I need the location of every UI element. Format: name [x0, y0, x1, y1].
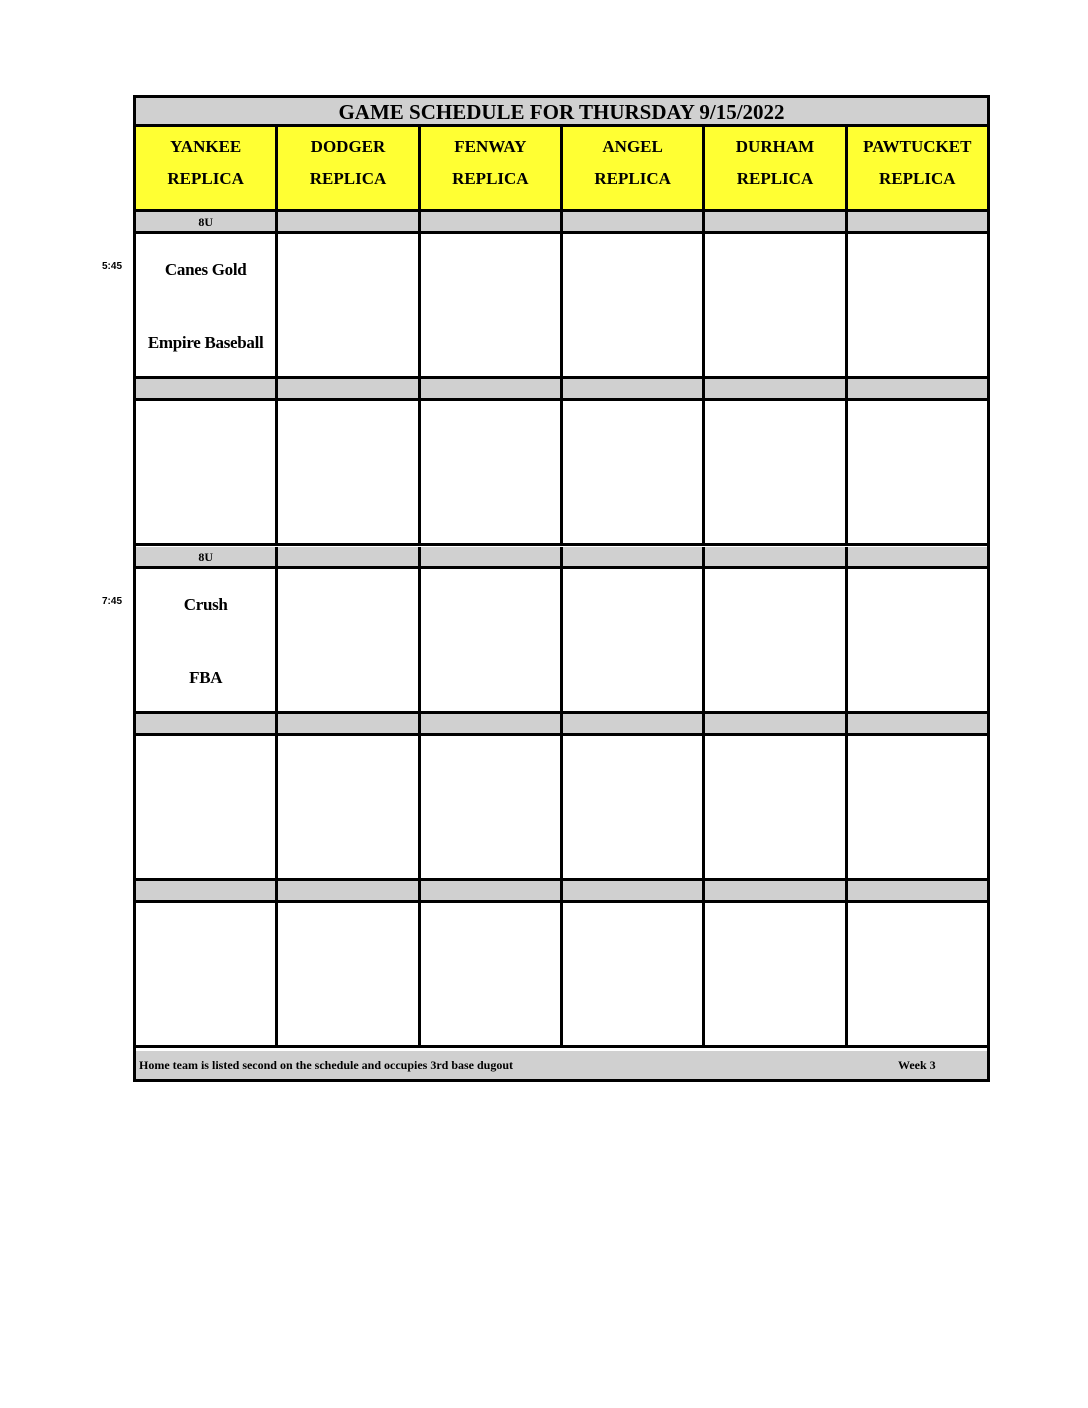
field-subtitle: REPLICA: [309, 169, 387, 188]
field-subtitle: REPLICA: [167, 169, 244, 188]
game-cell: [848, 736, 987, 878]
field-header-angel: [563, 127, 705, 209]
game-cell: [278, 903, 420, 1045]
away-team: Crush: [183, 594, 228, 614]
field-name: DURHAM: [735, 137, 815, 156]
field-header-pawtucket: [848, 127, 987, 209]
division-label: [563, 714, 705, 733]
game-cell: [848, 234, 987, 376]
game-slot-row: [136, 401, 987, 546]
game-cell: [563, 569, 705, 711]
division-label: [705, 547, 847, 566]
division-label: [705, 714, 847, 733]
game-cell: [848, 401, 987, 543]
game-cell: [278, 234, 420, 376]
game-cell: [278, 401, 420, 543]
schedule-footer: [136, 1051, 987, 1079]
away-team: Canes Gold: [164, 260, 247, 279]
division-label: [421, 379, 563, 398]
game-cell: [421, 736, 563, 878]
division-band-row: [136, 714, 987, 736]
division-label: [278, 212, 420, 231]
division-label: [136, 379, 278, 398]
field-name: DODGER: [310, 137, 386, 156]
division-label: [421, 714, 563, 733]
field-header-dodger: [278, 127, 420, 209]
game-cell: [705, 736, 847, 878]
field-subtitle: REPLICA: [736, 169, 814, 188]
game-cell: [421, 569, 563, 711]
game-cell: [705, 903, 847, 1045]
field-name: YANKEE: [170, 137, 242, 156]
game-cell: [848, 903, 987, 1045]
home-team: FBA: [189, 667, 223, 687]
week-label: Week 3: [898, 1058, 936, 1072]
division-label: [563, 881, 705, 900]
division-label: [848, 881, 987, 900]
home-team-note: Home team is listed second on the schedule and occupies 3rd base dugout: [139, 1058, 514, 1072]
game-slot-row: [136, 903, 987, 1048]
field-subtitle: REPLICA: [452, 169, 529, 188]
field-header-durham: [705, 127, 847, 209]
game-slot-row: [136, 736, 987, 881]
division-label: [848, 212, 987, 231]
game-cell: [421, 903, 563, 1045]
game-slot-row: [136, 569, 987, 714]
field-name: ANGEL: [602, 137, 663, 156]
game-cell: [563, 903, 705, 1045]
division-label: [705, 212, 847, 231]
game-cell: [705, 569, 847, 711]
division-label: [563, 379, 705, 398]
division-label: 8U: [136, 547, 278, 566]
division-label: [278, 379, 420, 398]
division-label: [136, 714, 278, 733]
field-name: FENWAY: [454, 137, 527, 156]
start-time: 5:45: [102, 261, 123, 272]
game-cell: [563, 234, 705, 376]
field-header-yankee: [136, 127, 278, 209]
division-label: [563, 212, 705, 231]
game-cell: [848, 569, 987, 711]
game-cell: [136, 903, 278, 1045]
game-cell: [136, 234, 278, 376]
game-cell: [278, 569, 420, 711]
division-label: [563, 547, 705, 566]
game-cell: [563, 401, 705, 543]
division-label: [848, 547, 987, 566]
field-header-row: [136, 127, 987, 212]
division-label: [848, 379, 987, 398]
game-cell: [421, 234, 563, 376]
game-cell: [136, 736, 278, 878]
home-team: Empire Baseball: [147, 333, 264, 352]
division-label: [421, 881, 563, 900]
field-header-fenway: [421, 127, 563, 209]
schedule-sheet: [133, 95, 990, 1082]
game-cell: [421, 401, 563, 543]
division-label: [136, 881, 278, 900]
start-time: 7:45: [102, 595, 123, 607]
division-label: [278, 714, 420, 733]
division-label: [278, 881, 420, 900]
division-label: [421, 547, 563, 566]
division-label: [705, 881, 847, 900]
division-band-row: [136, 379, 987, 401]
game-slot-row: [136, 234, 987, 379]
division-band-row: [136, 881, 987, 903]
schedule-title: GAME SCHEDULE FOR THURSDAY 9/15/2022: [136, 98, 987, 127]
division-band-row: [136, 547, 987, 569]
game-cell: [705, 401, 847, 543]
game-cell: [705, 234, 847, 376]
game-cell: [136, 401, 278, 543]
field-subtitle: REPLICA: [879, 169, 956, 188]
field-subtitle: REPLICA: [594, 169, 671, 188]
game-cell: [136, 569, 278, 711]
game-cell: [278, 736, 420, 878]
division-label: [848, 714, 987, 733]
division-label: [278, 547, 420, 566]
field-name: PAWTUCKET: [863, 137, 972, 156]
division-label: 8U: [136, 212, 278, 231]
game-cell: [563, 736, 705, 878]
division-label: [705, 379, 847, 398]
division-band-row: [136, 212, 987, 234]
division-label: [421, 212, 563, 231]
